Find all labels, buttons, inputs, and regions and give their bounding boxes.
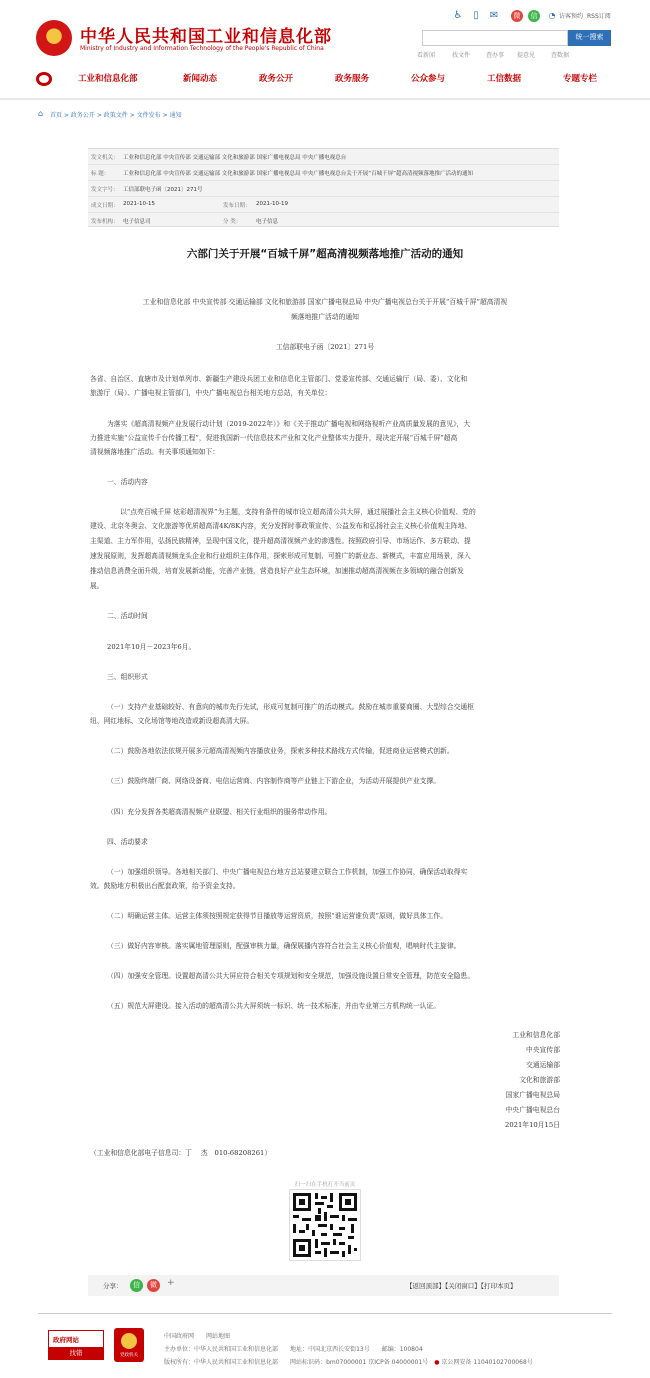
breadcrumb-policy-files[interactable]: 政策文件 bbox=[103, 112, 128, 119]
quick-link-data[interactable]: 查数据 bbox=[551, 52, 570, 59]
home-icon: ⌂ bbox=[38, 109, 44, 118]
signatory: 中央广播电视总台 bbox=[505, 1106, 560, 1114]
party-emblem-icon bbox=[121, 1333, 137, 1349]
site-id: bm07000001 bbox=[326, 1359, 367, 1366]
meta-issuer: 工业和信息化部 中央宣传部 交通运输部 文化和旅游部 国家广播电视总局 中央广播电视总台 bbox=[123, 155, 347, 161]
article-paragraph: （三）做好内容审核。落实属地管理原则，配强审核力量，确保展播内容符合社会主义核心价值观，唱响时代主旋律。 bbox=[107, 942, 461, 950]
gov-cn-link[interactable]: 中国政府网 bbox=[164, 1333, 195, 1340]
address: 中国北京西长安街13号 bbox=[308, 1346, 370, 1353]
nav-item-gov-services[interactable]: 政务服务 bbox=[335, 74, 370, 84]
footer-host-line bbox=[164, 1344, 423, 1353]
nav-item-gov-affairs[interactable]: 政务公开 bbox=[259, 74, 294, 84]
meta-date-label: 成文日期： bbox=[91, 203, 119, 209]
accessibility-icon[interactable]: ♿ bbox=[453, 10, 463, 21]
nav-item-participation[interactable]: 公众参与 bbox=[411, 74, 446, 84]
meta-category-label: 分 类： bbox=[223, 219, 242, 225]
share-actions bbox=[406, 1281, 517, 1290]
postcode: 100804 bbox=[399, 1346, 423, 1353]
close-window-link[interactable]: 【关闭窗口】 bbox=[445, 1282, 481, 1290]
article-paragraph: （二）明确运营主体。运营主体须按照规定获得节目播放等运营资质，按照“谁运营谁负责”原则，做好具体工作。 bbox=[107, 912, 447, 920]
quick-link-news[interactable]: 看新闻 bbox=[417, 52, 436, 59]
article-paragraph: （四）加强安全管理。设置超高清公共大屏应符合相关专项规划和安全规范，加强设施设置日常安全管理，防范安全隐患。 bbox=[107, 972, 475, 980]
section-heading: 二、活动时间 bbox=[107, 612, 148, 620]
signatory: 国家广播电视总局 bbox=[505, 1091, 560, 1099]
section-heading: 一、活动内容 bbox=[107, 478, 148, 486]
article-paragraph: （五）规范大屏建设。接入活动的超高清公共大屏须统一标识、统一技术标准，并由专业第三方机构统一认证。 bbox=[107, 1002, 441, 1010]
footer-divider bbox=[38, 1313, 612, 1314]
party-badge-text: 党政机关 bbox=[120, 1353, 138, 1358]
police-record-link[interactable]: 京公网安备 11040102700068号 bbox=[441, 1359, 533, 1366]
mobile-icon[interactable]: ▯ bbox=[473, 10, 479, 21]
weibo-icon[interactable]: 微 bbox=[147, 1279, 160, 1292]
breadcrumb-separator: > bbox=[162, 112, 168, 119]
wechat-icon[interactable]: 信 bbox=[130, 1279, 143, 1292]
signatory: 工业和信息化部 bbox=[512, 1031, 560, 1039]
article-paragraph: 展。 bbox=[90, 582, 104, 590]
police-icon: ● bbox=[434, 1359, 440, 1366]
site-title[interactable]: 中华人民共和国工业和信息化部 bbox=[80, 27, 332, 47]
party-gov-badge[interactable] bbox=[114, 1328, 144, 1362]
quick-link-feedback[interactable]: 提意见 bbox=[517, 52, 536, 59]
meta-date: 2021-10-15 bbox=[123, 201, 155, 207]
weibo-icon[interactable]: 微 bbox=[511, 10, 523, 22]
signatory: 文化和旅游部 bbox=[519, 1076, 560, 1084]
badge-top: 政府网站 bbox=[53, 1336, 79, 1344]
meta-org-label: 发布机构： bbox=[91, 219, 119, 225]
article-doc-number: 工信部联电子函〔2021〕271号 bbox=[275, 343, 375, 351]
article-paragraph: 推动信息消费全面升级，培育发展新动能，完善产业链，营造良好产业生态环境，加速推动超高清视频在多领域的融合创新发 bbox=[90, 567, 464, 575]
qr-label: 扫一扫在手机打开当前页 bbox=[294, 1182, 356, 1188]
meta-category: 电子信息 bbox=[256, 219, 279, 225]
article-paragraph: 清视频落地推广活动。有关事项通知如下： bbox=[90, 448, 220, 456]
quick-link-files[interactable]: 找文件 bbox=[452, 52, 471, 59]
host: 中华人民共和国工业和信息化部 bbox=[194, 1346, 279, 1353]
icp-link[interactable]: 京ICP备 04000001号 bbox=[368, 1359, 429, 1366]
visitor-appointment-link[interactable]: 访客预约 bbox=[559, 13, 584, 20]
print-page-link[interactable]: 【打印本页】 bbox=[480, 1282, 517, 1290]
national-emblem-logo[interactable] bbox=[36, 20, 72, 56]
meta-title-label: 标 题： bbox=[91, 171, 110, 177]
breadcrumb-notice[interactable]: 通知 bbox=[169, 112, 182, 119]
copyright: 中华人民共和国工业和信息化部 bbox=[194, 1359, 279, 1366]
article-paragraph: 建设、北京冬奥会、文化旅游等优质超高清4K/8K内容，充分发挥时事政策宣传、公益发布和弘扬社会主义核心价值观主阵地、 bbox=[90, 522, 472, 530]
copyright-label: 版权所有： bbox=[164, 1359, 195, 1366]
contact-info: （工业和信息化部电子信息司：丁 杰 010-68208261） bbox=[90, 1149, 272, 1157]
quick-link-services[interactable]: 查办事 bbox=[486, 52, 505, 59]
search-button[interactable]: 统一搜索 bbox=[568, 30, 611, 46]
meta-issuer-label: 发文机关： bbox=[91, 155, 119, 161]
article-paragraph: 以“点亮百城千屏 炫彩超清视界”为主题，支持有条件的城市设立超高清公共大屏，通过展播社会主义核心价值观、党的 bbox=[120, 508, 476, 516]
article-paragraph: 为落实《超高清视频产业发展行动计划（2019-2022年）》和《关于推动广播电视和网络视听产业高质量发展的意见》，大 bbox=[107, 420, 471, 428]
article-paragraph: （三）鼓励终端厂商、网络设备商、电信运营商、内容制作商等产业链上下游企业，为活动开展提供产业支撑。 bbox=[107, 777, 441, 785]
plus-icon[interactable]: + bbox=[167, 1278, 175, 1288]
nav-item-miit[interactable]: 工业和信息化部 bbox=[78, 74, 138, 84]
nav-divider bbox=[0, 98, 650, 100]
sign-date: 2021年10月15日 bbox=[505, 1121, 560, 1129]
search-input[interactable] bbox=[422, 30, 568, 46]
breadcrumb-file-release[interactable]: 文件发布 bbox=[136, 112, 161, 119]
article-paragraph: （一）支持产业基础较好、有意向的城市先行先试，形成可复制可推广的活动模式。鼓励在城市重要商圈、大型综合交通枢 bbox=[107, 703, 475, 711]
article-paragraph: 力推进实施“公益宣传千台传播工程”，促进我国新一代信息技术产业和文化产业整体实力提升，现决定开展“百城千屏”超高 bbox=[90, 434, 458, 442]
breadcrumb-separator: > bbox=[96, 112, 102, 119]
miit-logo-icon[interactable] bbox=[36, 72, 52, 86]
site-id-label: 网站标识码： bbox=[290, 1359, 327, 1366]
article-recipients: 旅游厅（局）、广播电视主管部门，中央广播电视总台相关地方总站，有关单位： bbox=[90, 389, 332, 397]
gov-website-error-badge[interactable] bbox=[48, 1330, 104, 1360]
breadcrumb-separator: > bbox=[129, 112, 135, 119]
article-paragraph: （二）鼓励各地依法依规开展多元超高清视频内容播放业务，探索多种技术路线方式传输，促进商业运营模式创新。 bbox=[107, 747, 454, 755]
user-icon[interactable]: ◔ bbox=[548, 11, 556, 20]
article-paragraph: 速发展原则，发挥超高清视频龙头企业和行业组织主体作用，探索形成可复制、可推广的新业态、新模式，丰富应用场景，深入 bbox=[90, 552, 471, 560]
site-subtitle: Ministry of Industry and Information Technology of the People's Republic of China bbox=[80, 45, 324, 52]
article-recipients: 各省、自治区、直辖市及计划单列市、新疆生产建设兵团工业和信息化主管部门、党委宣传部、交通运输厅（局、委）、文化和 bbox=[90, 375, 468, 383]
nav-item-data[interactable]: 工信数据 bbox=[487, 74, 522, 84]
article-paragraph: （一）加强组织领导。各地相关部门、中央广播电视总台地方总站要建立联合工作机制，加强工作协同，确保活动取得实 bbox=[107, 868, 468, 876]
qr-code bbox=[289, 1189, 361, 1261]
postcode-label: 邮编： bbox=[381, 1346, 400, 1353]
share-bar bbox=[88, 1275, 559, 1296]
breadcrumb-home[interactable]: 首页 bbox=[50, 112, 63, 119]
article-paragraph: 效。鼓励地方积极出台配套政策，给予资金支持。 bbox=[90, 882, 240, 890]
meta-title: 工业和信息化部 中央宣传部 交通运输部 文化和旅游部 国家广播电视总局 中央广播电视总台关于开展“百城千屏”超高清视频落地推广活动的通知 bbox=[123, 171, 473, 177]
section-heading: 四、活动要求 bbox=[107, 838, 148, 846]
address-label: 地址： bbox=[290, 1346, 309, 1353]
meta-pubdate: 2021-10-19 bbox=[256, 201, 288, 207]
share-label: 分享： bbox=[103, 1282, 123, 1290]
back-to-top-link[interactable]: 【返回顶部】 bbox=[406, 1282, 445, 1290]
section-heading: 三、组织形式 bbox=[107, 673, 148, 681]
host-label: 主办单位： bbox=[164, 1346, 195, 1353]
article-paragraph: 纽、网红地标、文化场馆等地改造或新设超高清大屏。 bbox=[90, 717, 254, 725]
wechat-icon[interactable]: 信 bbox=[528, 10, 540, 22]
document-meta-table bbox=[88, 148, 559, 227]
article-paragraph: 主渠道、主力军作用，弘扬民族精神，呈现中国文化，提升超高清视频产业的渗透性。按照政府引导、市场运作、多方联动、提 bbox=[90, 537, 471, 545]
footer-links bbox=[164, 1331, 230, 1340]
signatory: 中央宣传部 bbox=[526, 1046, 560, 1054]
signatory: 交通运输部 bbox=[526, 1061, 560, 1069]
meta-pubdate-label: 发布日期： bbox=[223, 203, 251, 209]
sitemap-link[interactable]: 网站地图 bbox=[206, 1333, 231, 1340]
breadcrumb bbox=[50, 110, 182, 119]
mail-icon[interactable]: ✉ bbox=[489, 10, 499, 21]
meta-org: 电子信息司 bbox=[123, 219, 151, 225]
breadcrumb-gov-affairs[interactable]: 政务公开 bbox=[70, 112, 95, 119]
article-paragraph: 2021年10月－2023年6月。 bbox=[107, 643, 196, 651]
badge-bottom: 找错 bbox=[49, 1347, 103, 1359]
article-full-title-line2: 频落地推广活动的通知 bbox=[291, 313, 359, 321]
article-title: 六部门关于开展“百城千屏”超高清视频落地推广活动的通知 bbox=[186, 248, 464, 260]
breadcrumb-separator: > bbox=[63, 112, 69, 119]
meta-docno-label: 发文字号： bbox=[91, 187, 119, 193]
footer-copyright-line bbox=[164, 1357, 533, 1366]
nav-item-topics[interactable]: 专题专栏 bbox=[563, 74, 598, 84]
article-paragraph: （四）充分发挥各类超高清视频产业联盟、相关行业组织的服务带动作用。 bbox=[107, 808, 332, 816]
nav-item-news[interactable]: 新闻动态 bbox=[183, 74, 218, 84]
article-full-title-line1: 工业和信息化部 中央宣传部 交通运输部 文化和旅游部 国家广播电视总局 中央广播电视总台关于开展“百城千屏”超高清视 bbox=[142, 298, 508, 306]
meta-docno: 工信部联电子函〔2021〕271号 bbox=[123, 187, 203, 193]
rss-link[interactable]: RSS订阅 bbox=[587, 13, 611, 20]
